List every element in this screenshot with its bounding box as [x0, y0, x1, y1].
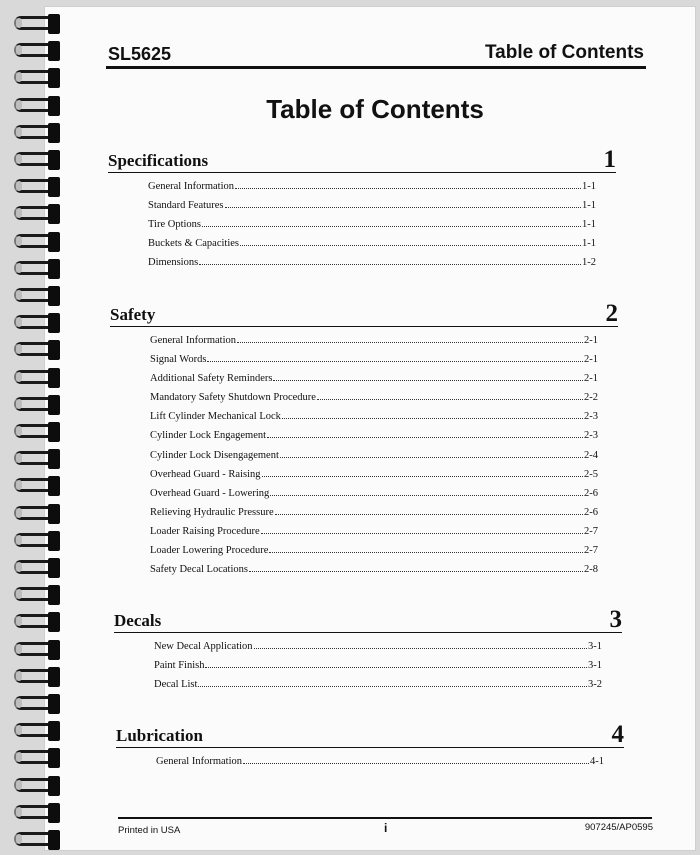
- toc-entry-page: 2-8: [584, 564, 598, 576]
- toc-entry-label: Dimensions: [148, 257, 199, 269]
- binding-ring: [14, 41, 66, 61]
- toc-entry-label: Buckets & Capacities: [148, 238, 239, 250]
- binding-ring: [14, 395, 66, 415]
- binding-ring: [14, 721, 66, 741]
- header-rule: [106, 66, 646, 69]
- toc-entry-page: 1-2: [582, 257, 596, 269]
- toc-entry: [154, 660, 602, 679]
- binding-ring: [14, 558, 66, 578]
- toc-entry-page: 2-1: [584, 373, 598, 385]
- toc-entry-label: Standard Features: [148, 200, 224, 212]
- toc-entry-page: 2-7: [584, 525, 598, 537]
- dot-leader: [269, 551, 583, 553]
- binding-ring: [14, 640, 66, 660]
- binding-ring: [14, 68, 66, 88]
- dot-leader: [240, 244, 581, 246]
- dot-leader: [199, 263, 581, 265]
- toc-entry: [148, 181, 596, 200]
- toc-entry: [150, 526, 598, 545]
- binding-ring: [14, 340, 66, 360]
- binding-ring: [14, 504, 66, 524]
- header-title: Table of Contents: [484, 42, 644, 63]
- toc-entry-page: 3-1: [588, 660, 602, 672]
- header-model: SL5625: [108, 44, 172, 64]
- toc-entry-label: Mandatory Safety Shutdown Procedure: [150, 392, 316, 404]
- toc-entry-label: General Information: [156, 756, 243, 767]
- dot-leader: [273, 379, 583, 381]
- toc-entry-page: 1-1: [582, 238, 596, 250]
- dot-leader: [261, 532, 583, 534]
- dot-leader: [205, 666, 587, 668]
- entry-list: [116, 756, 624, 775]
- toc-entry-page: 2-1: [584, 335, 598, 346]
- toc-entry: [150, 411, 598, 430]
- toc-entry-label: Tire Options: [148, 219, 201, 231]
- binding-ring: [14, 531, 66, 551]
- dot-leader: [262, 475, 583, 477]
- footer-page-number: i: [384, 821, 388, 835]
- toc-entry-page: 1-1: [582, 200, 596, 212]
- dot-leader: [270, 494, 583, 496]
- toc-entry-page: 3-2: [588, 679, 602, 691]
- toc-entry-page: 3-1: [588, 641, 602, 652]
- toc-entry: [148, 200, 596, 219]
- toc-entry-label: Cylinder Lock Disengagement: [150, 449, 279, 461]
- toc-entry-page: 2-5: [584, 468, 598, 480]
- binding-ring: [14, 204, 66, 224]
- section-name: Specifications: [108, 151, 209, 170]
- section-specifications: [108, 146, 616, 276]
- binding-ring: [14, 286, 66, 306]
- toc-entry: [154, 641, 602, 660]
- dot-leader: [280, 456, 583, 458]
- toc-entry-label: Additional Safety Reminders: [150, 373, 273, 385]
- toc-entry-label: Signal Words: [150, 354, 207, 366]
- section-number: 2: [605, 300, 618, 327]
- toc-entry: [148, 238, 596, 257]
- binding-ring: [14, 259, 66, 279]
- dot-leader: [237, 341, 583, 343]
- toc-entry-label: New Decal Application: [154, 641, 253, 652]
- toc-entry: [150, 488, 598, 507]
- binding-ring: [14, 748, 66, 768]
- footer-rule: [118, 817, 652, 819]
- toc-entry: [148, 257, 596, 276]
- toc-entry-label: General Information: [150, 335, 237, 346]
- binding-ring: [14, 830, 66, 850]
- toc-entry: [150, 354, 598, 373]
- dot-leader: [198, 685, 587, 687]
- toc-entry-page: 2-2: [584, 392, 598, 404]
- binding-ring: [14, 449, 66, 469]
- dot-leader: [282, 417, 583, 419]
- toc-entry-label: Lift Cylinder Mechanical Lock: [150, 411, 281, 423]
- dot-leader: [207, 360, 583, 362]
- section-number: 4: [611, 721, 624, 748]
- toc-entry-label: Cylinder Lock Engagement: [150, 430, 267, 442]
- toc-entry: [150, 335, 598, 354]
- section-name: Decals: [114, 611, 162, 630]
- entry-list: [108, 181, 616, 276]
- section-decals: [114, 606, 622, 698]
- toc-entry-label: Relieving Hydraulic Pressure: [150, 506, 274, 518]
- toc-entry-page: 2-6: [584, 506, 598, 518]
- dot-leader: [267, 436, 583, 438]
- binding-ring: [14, 14, 66, 34]
- toc-entry: [150, 450, 598, 469]
- section-heading: [114, 606, 622, 633]
- toc-entry: [150, 507, 598, 526]
- binding-ring: [14, 422, 66, 442]
- dot-leader: [275, 513, 583, 515]
- section-name: Lubrication: [116, 726, 203, 745]
- section-heading: [116, 721, 624, 748]
- toc-entry-page: 1-1: [582, 219, 596, 231]
- section-name: Safety: [110, 305, 156, 324]
- binding-ring: [14, 123, 66, 143]
- toc-entry-page: 2-1: [584, 354, 598, 366]
- toc-entry-label: Decal List: [154, 679, 198, 691]
- page-title: Table of Contents: [266, 94, 484, 124]
- binding-ring: [14, 776, 66, 796]
- toc-entry-page: 2-4: [584, 449, 598, 461]
- toc-entry-label: Loader Lowering Procedure: [150, 545, 269, 557]
- dot-leader: [235, 187, 581, 189]
- toc-entry-page: 2-3: [584, 430, 598, 442]
- footer-doc-code: 907245/AP0595: [584, 822, 653, 833]
- toc-entry-page: 1-1: [582, 181, 596, 192]
- section-safety: [110, 300, 618, 583]
- section-heading: [110, 300, 618, 327]
- toc-entry: [156, 756, 604, 775]
- entry-list: [114, 641, 622, 698]
- entry-list: [110, 335, 618, 583]
- toc-entry: [150, 545, 598, 564]
- toc-entry-label: Paint Finish: [154, 660, 205, 672]
- toc-entry-label: Overhead Guard - Raising: [150, 468, 261, 480]
- toc-entry: [150, 373, 598, 392]
- toc-entry: [150, 469, 598, 488]
- toc-entry-page: 2-7: [584, 545, 598, 557]
- toc-entry-page: 2-3: [584, 411, 598, 423]
- toc-entry-label: Safety Decal Locations: [150, 564, 248, 576]
- binding-ring: [14, 476, 66, 496]
- section-number: 3: [609, 606, 622, 633]
- binding-ring: [14, 667, 66, 687]
- toc-entry: [154, 679, 602, 698]
- binding-ring: [14, 313, 66, 333]
- binding-ring: [14, 585, 66, 605]
- section-number: 1: [603, 146, 616, 173]
- binding-ring: [14, 150, 66, 170]
- dot-leader: [225, 206, 581, 208]
- section-lubrication: [116, 721, 624, 775]
- binding-ring: [14, 612, 66, 632]
- spiral-binding: [0, 0, 70, 855]
- toc-entry: [150, 430, 598, 449]
- toc-entry: [150, 392, 598, 411]
- toc-entry-label: General Information: [148, 181, 235, 192]
- dot-leader: [254, 647, 587, 649]
- binding-ring: [14, 177, 66, 197]
- binding-ring: [14, 368, 66, 388]
- dot-leader: [317, 398, 583, 400]
- dot-leader: [243, 762, 589, 764]
- dot-leader: [202, 225, 581, 227]
- binding-ring: [14, 694, 66, 714]
- toc-entry-page: 2-6: [584, 487, 598, 499]
- toc-entry: [148, 219, 596, 238]
- section-heading: [108, 146, 616, 173]
- dot-leader: [249, 570, 583, 572]
- toc-entry: [150, 564, 598, 583]
- toc-entry-page: 4-1: [590, 756, 604, 767]
- binding-ring: [14, 232, 66, 252]
- footer-printed: Printed in USA: [118, 825, 181, 836]
- toc-entry-label: Overhead Guard - Lowering: [150, 487, 270, 499]
- binding-ring: [14, 803, 66, 823]
- toc-entry-label: Loader Raising Procedure: [150, 525, 260, 537]
